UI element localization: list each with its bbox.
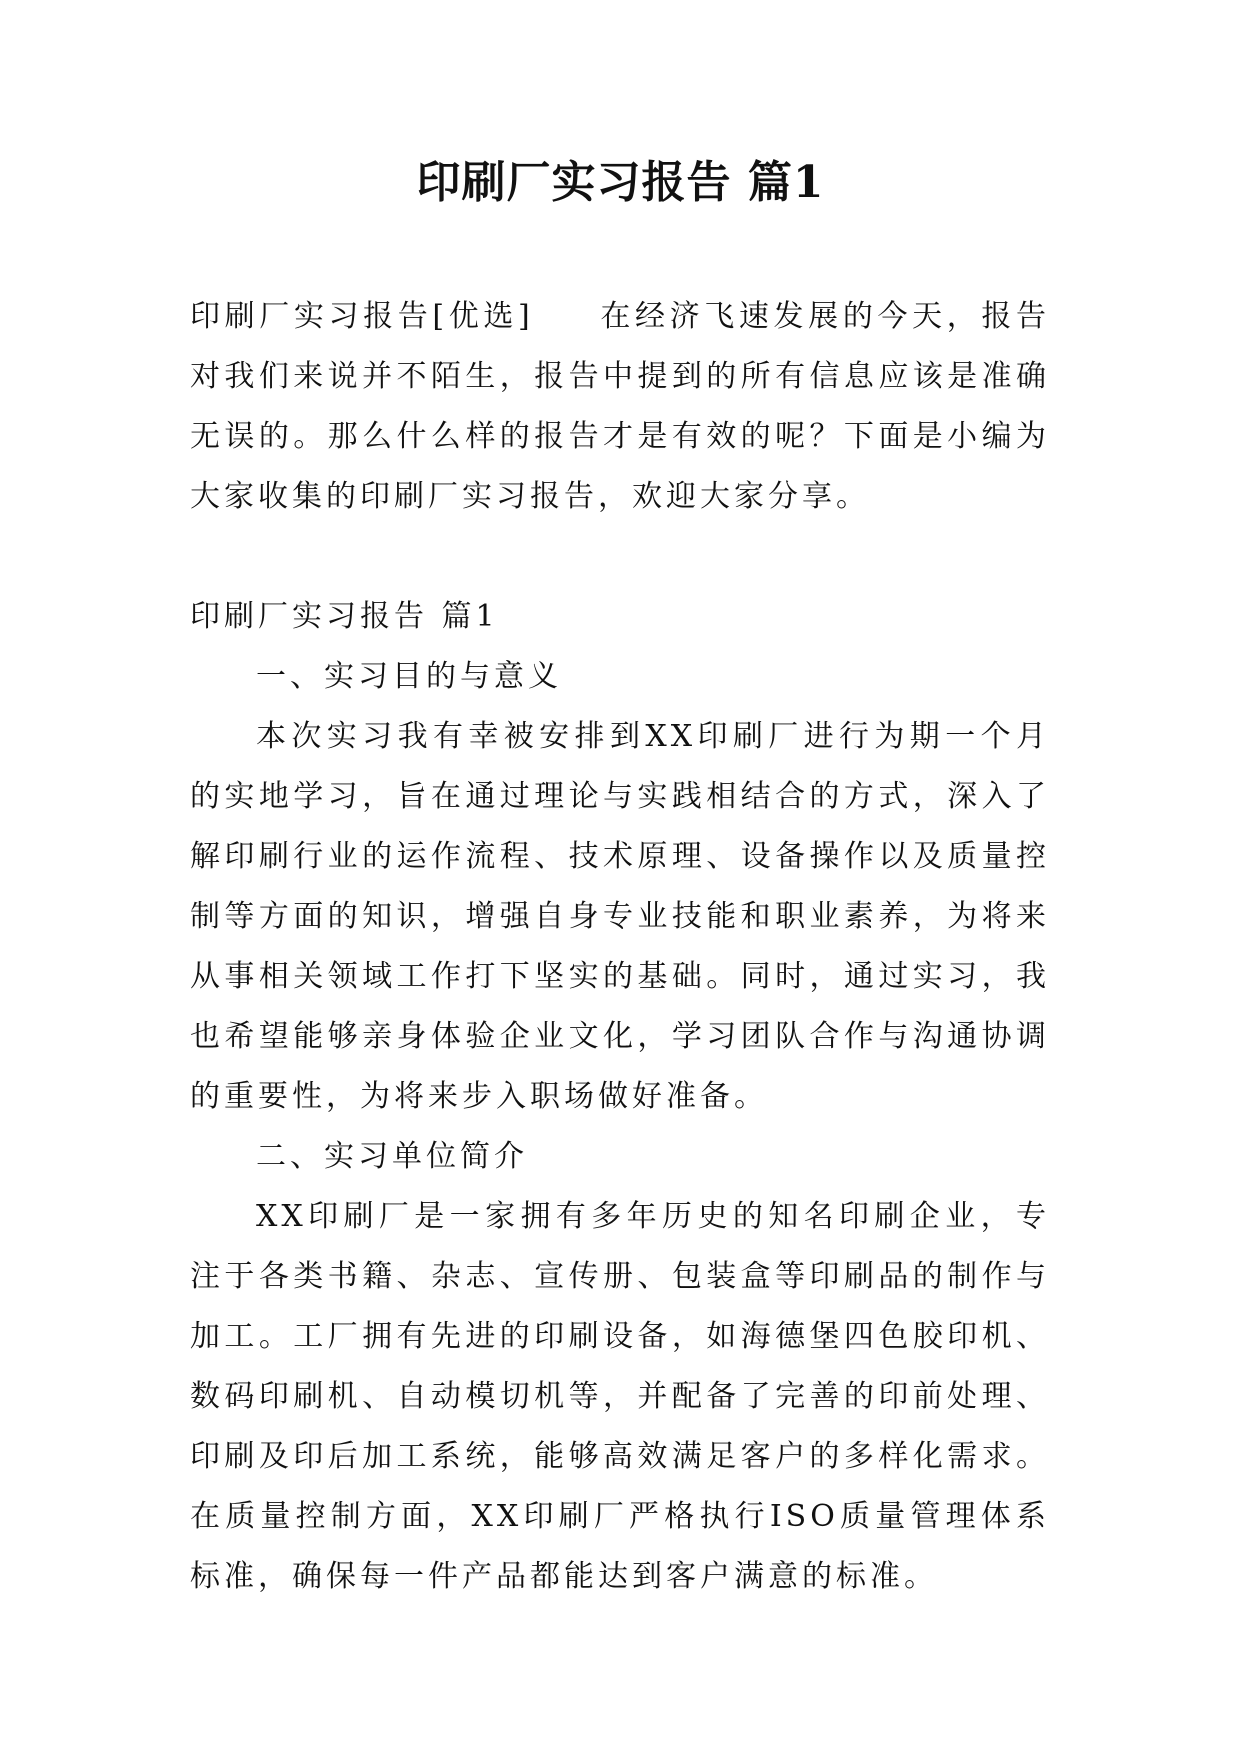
document-title: 印刷厂实习报告 篇1 bbox=[416, 157, 825, 208]
document-body bbox=[190, 287, 1050, 1607]
paragraph-spacer bbox=[190, 527, 1050, 587]
intro-text: 在经济飞速发展的今天，报告对我们来说并不陌生，报告中提到的所有信息应该是准确无误的。那么什么样的报告才是有效的呢？下面是小编为大家收集的印刷厂实习报告，欢迎大家分享。 bbox=[190, 299, 1050, 514]
intro-label: 印刷厂实习报告[优选] bbox=[190, 299, 534, 334]
paragraph-company-intro: XX印刷厂是一家拥有多年历史的知名印刷企业，专注于各类书籍、杂志、宣传册、包装盒等印刷品的制作与加工。工厂拥有先进的印刷设备，如海德堡四色胶印机、数码印刷机、自动模切机等，并配备了完善的印前处理、印刷及印后加工系统，能够高效满足客户的多样化需求。在质量控制方面，XX印刷厂严格执行ISO质量管理体系标准，确保每一件产品都能达到客户满意的标准。 bbox=[190, 1199, 1050, 1594]
heading-purpose: 一、实习目的与意义 bbox=[256, 659, 562, 694]
paragraph-purpose: 本次实习我有幸被安排到XX印刷厂进行为期一个月的实地学习，旨在通过理论与实践相结合的方式，深入了解印刷行业的运作流程、技术原理、设备操作以及质量控制等方面的知识，增强自身专业技能和职业素养，为将来从事相关领域工作打下坚实的基础。同时，通过实习，我也希望能够亲身体验企业文化，学习团队合作与沟通协调的重要性，为将来步入职场做好准备。 bbox=[190, 719, 1050, 1114]
section-title: 印刷厂实习报告 篇1 bbox=[190, 599, 499, 634]
intro-paragraph bbox=[190, 287, 1050, 527]
heading-company-intro: 二、实习单位简介 bbox=[256, 1139, 528, 1174]
